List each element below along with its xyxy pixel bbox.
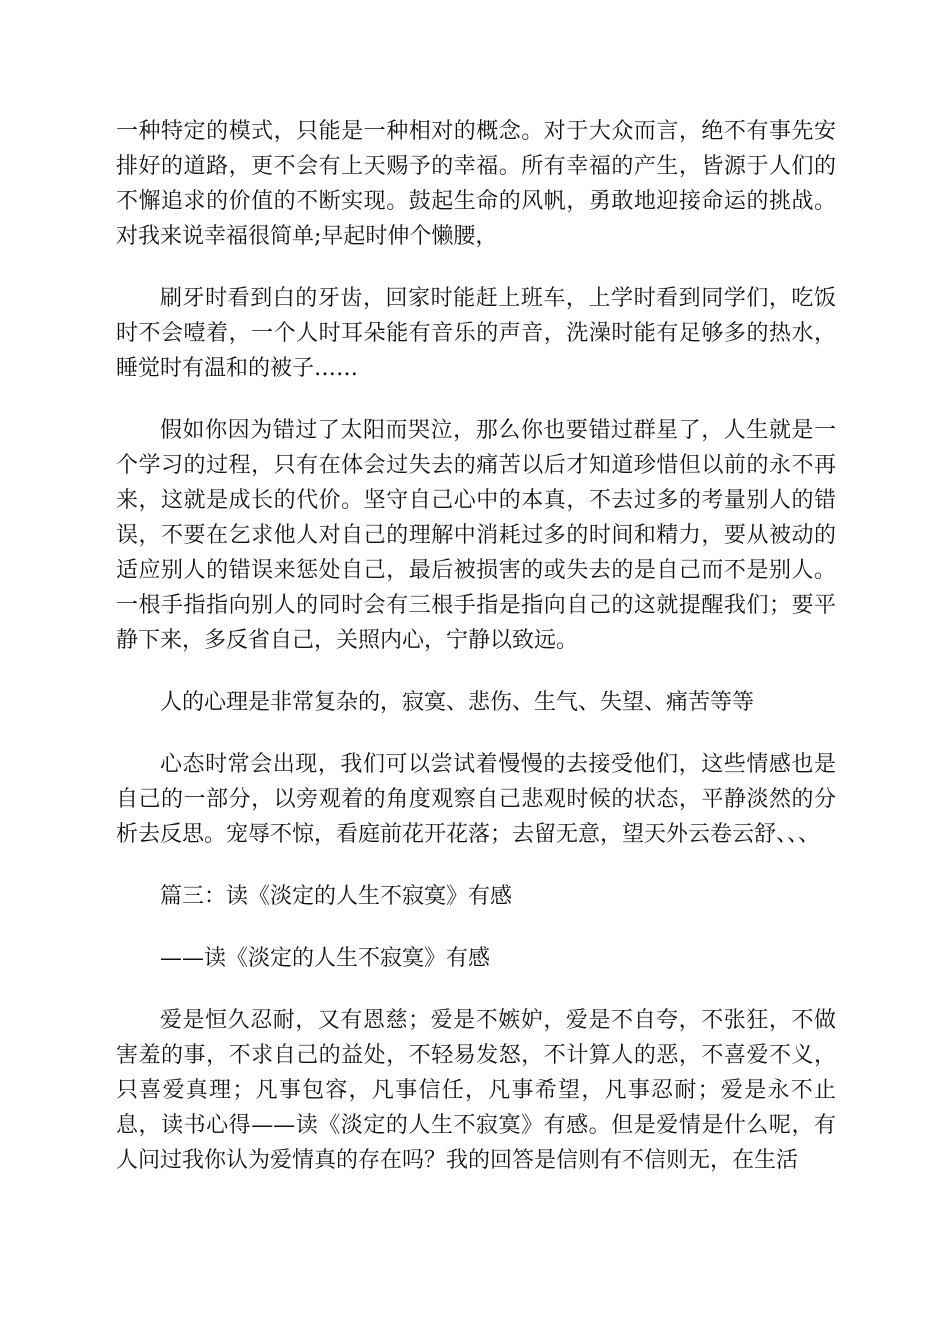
section-subheading: ——读《淡定的人生不寂寞》有感 <box>160 946 491 971</box>
paragraph-love: 爱是恒久忍耐，又有恩慈；爱是不嫉妒，爱是不自夸，不张狂，不做害羞的事，不求自己的益处，不轻易发怒，不计算人的恶，不喜爱不义，只喜爱真理；凡事包容，凡事信任，凡事希望，凡事忍耐；爱是永不止息，读书心得——读《淡定的人生不寂寞》有感。但是爱情是什么呢，有人问过我你认为爱情真的存在吗？我的回答是信则有不信则无，在生活 <box>116 1008 836 1173</box>
paragraph-daily-happiness: 刷牙时看到白的牙齿，回家时能赶上班车，上学时看到同学们，吃饭时不会噎着，一个人时耳朵能有音乐的声音，洗澡时能有足够多的热水，睡觉时有温和的被子…… <box>116 286 836 381</box>
paragraph-happiness-concept: 一种特定的模式，只能是一种相对的概念。对于大众而言，绝不有事先安排好的道路，更不会有上天赐予的幸福。所有幸福的产生，皆源于人们的不懈追求的价值的不断实现。鼓起生命的风帆，勇敢地迎接命运的挑战。对我来说幸福很简单;早起时伸个懒腰， <box>116 119 836 249</box>
paragraph-psychology: 人的心理是非常复杂的，寂寞、悲伤、生气、失望、痛苦等等 <box>160 690 755 715</box>
section-heading: 篇三：读《淡定的人生不寂寞》有感 <box>160 884 513 909</box>
document-page <box>116 114 836 1205</box>
paragraph-growth-cost: 假如你因为错过了太阳而哭泣，那么你也要错过群星了，人生就是一个学习的过程，只有在体会过失去的痛苦以后才知道珍惜但以前的永不再来，这就是成长的代价。坚守自己心中的本真，不去过多的考量别人的错误，不要在乞求他人对自己的理解中消耗过多的时间和精力，要从被动的适应别人的错误来惩处自己，最后被损害的或失去的是自己而不是别人。一根手指指向别人的同时会有三根手指是指向自己的这就提醒我们；要平静下来，多反省自己，关照内心，宁静以致远。 <box>116 418 836 653</box>
paragraph-emotions: 心态时常会出现，我们可以尝试着慢慢的去接受他们，这些情感也是自己的一部分，以旁观着的角度观察自己悲观时候的状态，平静淡然的分析去反思。宠辱不惊，看庭前花开花落；去留无意，望天外云卷云舒、、、 <box>116 752 836 847</box>
